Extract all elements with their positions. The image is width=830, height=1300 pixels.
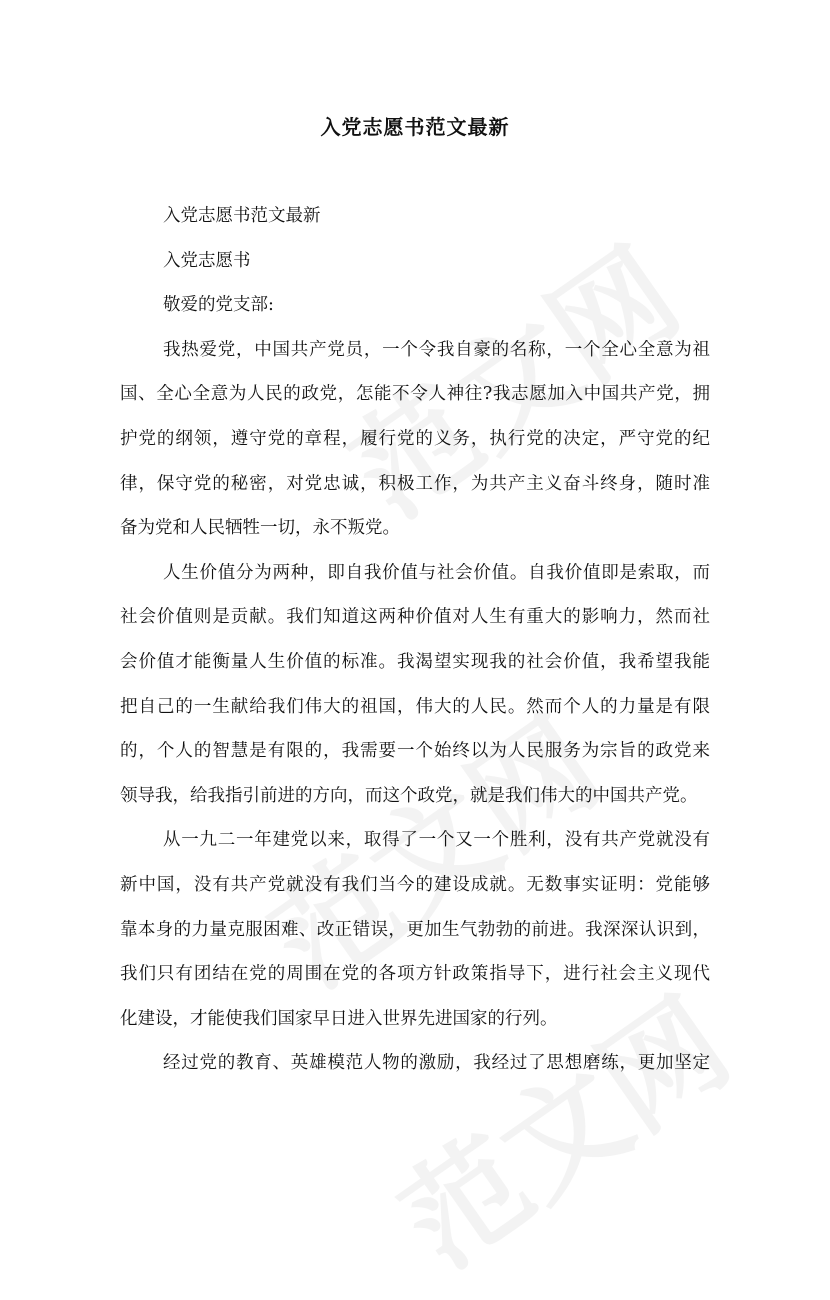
paragraph-line: 人生价值分为两种，即自我价值与社会价值。自我价值即是索取，而 [163, 562, 710, 583]
paragraph-line: 经过党的教育、英雄模范人物的激励，我经过了思想磨练，更加坚定 [163, 1053, 710, 1074]
paragraph-line: 新中国，没有共产党就没有我们当今的建设成就。无数事实证明：党能够 [120, 874, 710, 895]
document-body [120, 194, 710, 1086]
paragraph-line: 化建设，才能使我们国家早日进入世界先进国家的行列。 [120, 1008, 558, 1029]
paragraph-line: 从一九二一年建党以来，取得了一个又一个胜利，没有共产党就没有 [163, 830, 710, 851]
paragraph-line: 律，保守党的秘密，对党忠诚，积极工作，为共产主义奋斗终身，随时准 [120, 473, 710, 494]
subtitle-line: 入党志愿书范文最新 [163, 206, 321, 226]
paragraph-line: 靠本身的力量克服困难、改正错误，更加生气勃勃的前进。我深深认识到， [120, 919, 710, 940]
paragraph-line: 社会价值则是贡献。我们知道这两种价值对人生有重大的影响力，然而社 [120, 607, 710, 628]
heading-line: 入党志愿书 [163, 250, 251, 271]
paragraph-line: 备为党和人民牺牲一切，永不叛党。 [120, 518, 400, 539]
paragraph-line: 国、全心全意为人民的政党，怎能不令人神往?我志愿加入中国共产党，拥 [120, 384, 710, 405]
paragraph-line: 领导我，给我指引前进的方向，而这个政党，就是我们伟大的中国共产党。 [120, 785, 698, 806]
paragraph-line: 会价值才能衡量人生价值的标准。我渴望实现我的社会价值，我希望我能 [120, 651, 710, 672]
paragraph-line: 我热爱党，中国共产党员，一个令我自豪的名称，一个全心全意为祖 [163, 339, 710, 360]
document-title: 入党志愿书范文最新 [320, 115, 510, 139]
paragraph-line: 的，个人的智慧是有限的，我需要一个始终以为人民服务为宗旨的政党来 [120, 741, 710, 762]
paragraph-line: 护党的纲领，遵守党的章程，履行党的义务，执行党的决定，严守党的纪 [120, 428, 710, 449]
salutation-line: 敬爱的党支部: [163, 295, 274, 316]
paragraph-line: 把自己的一生献给我们伟大的祖国，伟大的人民。然而个人的力量是有限 [120, 696, 710, 717]
paragraph-line: 我们只有团结在党的周围在党的各项方针政策指导下，进行社会主义现代 [120, 964, 710, 985]
